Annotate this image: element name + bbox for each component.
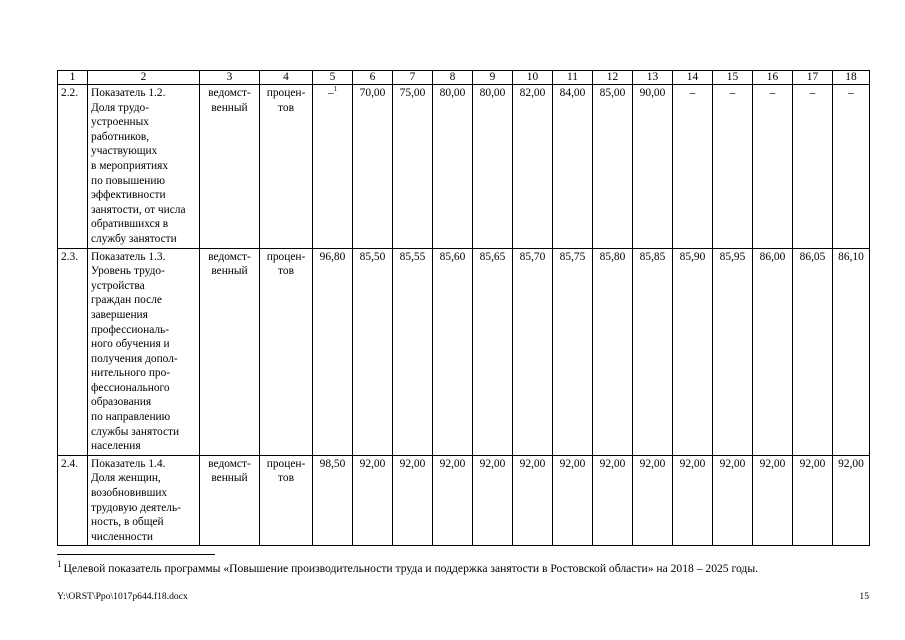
indicator-name-cell-line: обратившихся в: [91, 218, 169, 231]
footnote-mark: 1: [57, 559, 62, 570]
indicator-name-cell-line: по повышению: [91, 174, 165, 187]
table-row: [58, 248, 870, 455]
indicator-name-cell-line: ность, в общей: [91, 516, 164, 529]
header-cell: 12: [593, 71, 633, 85]
table-row: [58, 85, 870, 249]
indicator-name-cell-line: профессиональ-: [91, 323, 170, 336]
value-cell: [713, 455, 753, 546]
value-text: 92,00: [639, 457, 666, 470]
value-cell: [833, 248, 870, 455]
header-cell: 6: [353, 71, 393, 85]
unit-cell-line: процен-: [266, 457, 306, 470]
value-text: 85,80: [599, 250, 626, 263]
indicator-name-cell-line: Уровень трудо-: [91, 265, 165, 278]
header-cell: 11: [553, 71, 593, 85]
value-text: –: [848, 87, 854, 99]
value-cell: [353, 85, 393, 249]
value-text: 92,00: [359, 457, 386, 470]
value-text: 98,50: [319, 457, 346, 470]
value-text: 92,00: [399, 457, 426, 470]
value-text: 82,00: [519, 87, 546, 99]
indicator-name-cell: [88, 248, 200, 455]
indicator-name-cell-line: службу занятости: [91, 232, 177, 245]
value-cell: [393, 248, 433, 455]
unit-cell-line: процен-: [266, 87, 306, 99]
value-cell: [673, 455, 713, 546]
value-text: –: [809, 87, 816, 99]
value-text: 92,00: [759, 457, 786, 470]
value-text: 92,00: [679, 457, 706, 470]
footer-file-path: Y:\ORST\Ppo\1017p644.f18.docx: [57, 591, 188, 602]
header-cell: 18: [833, 71, 870, 85]
indicator-type-cell-line: ведомст-: [208, 250, 251, 263]
value-text: 85,60: [439, 250, 466, 263]
value-cell: [593, 85, 633, 249]
table-body: [58, 71, 870, 546]
indicator-name-cell-line: численности: [91, 530, 153, 543]
footnote: [57, 559, 759, 575]
value-cell: [513, 455, 553, 546]
value-cell: [473, 455, 513, 546]
value-text: 85,65: [479, 250, 506, 263]
value-cell: [313, 85, 353, 249]
value-cell: [633, 248, 673, 455]
value-text: 90,00: [639, 87, 666, 99]
value-cell: [833, 85, 870, 249]
indicator-name-cell-line: завершения: [91, 308, 148, 321]
indicator-name-cell-line: Показатель 1.3.: [91, 250, 166, 263]
indicator-name-cell-line: Показатель 1.2.: [91, 87, 166, 99]
value-text: 80,00: [439, 87, 466, 99]
header-cell: 16: [753, 71, 793, 85]
table-row: [58, 455, 870, 546]
indicator-name-cell-line: ного обучения и: [91, 338, 170, 351]
value-cell: [513, 85, 553, 249]
value-text: 85,70: [519, 250, 546, 263]
indicator-name-cell-line: трудовую деятель-: [91, 501, 181, 514]
value-cell: [753, 248, 793, 455]
value-cell: [473, 85, 513, 249]
unit-cell: [260, 455, 313, 546]
value-text: –: [327, 87, 334, 99]
value-text: –: [769, 87, 776, 99]
value-cell: [633, 85, 673, 249]
header-cell: 15: [713, 71, 753, 85]
value-text: 92,00: [838, 457, 864, 470]
indicator-type-cell: [200, 248, 260, 455]
indicator-name-cell-line: участвующих: [91, 145, 158, 158]
indicators-table: [57, 70, 870, 546]
header-cell: 14: [673, 71, 713, 85]
value-cell: [433, 248, 473, 455]
indicator-name-cell-line: возобновивших: [91, 487, 168, 500]
value-cell: [593, 248, 633, 455]
value-text: 86,10: [838, 250, 864, 263]
value-cell: [433, 455, 473, 546]
indicator-type-cell: [200, 85, 260, 249]
value-cell: [553, 85, 593, 249]
value-cell: [433, 85, 473, 249]
row-number-cell: 2.4.: [58, 455, 88, 546]
unit-cell-line: тов: [278, 472, 294, 485]
value-text: 92,00: [559, 457, 586, 470]
indicator-type-cell-line: венный: [211, 472, 248, 485]
value-cell: [553, 455, 593, 546]
unit-cell-line: тов: [278, 265, 294, 278]
indicator-name-cell-line: Доля трудо-: [91, 101, 150, 114]
value-text: 85,75: [559, 250, 586, 263]
value-text: 84,00: [559, 87, 586, 99]
indicator-type-cell-line: ведомст-: [208, 457, 251, 470]
value-text: 85,50: [359, 250, 386, 263]
header-cell: 7: [393, 71, 433, 85]
value-cell: [713, 85, 753, 249]
value-cell: [473, 248, 513, 455]
value-cell: [353, 455, 393, 546]
header-cell: 8: [433, 71, 473, 85]
indicator-name-cell-line: нительного про-: [91, 367, 171, 380]
value-cell: [673, 85, 713, 249]
indicator-name-cell: [88, 455, 200, 546]
value-cell: [353, 248, 393, 455]
value-cell: [753, 455, 793, 546]
indicator-name-cell-line: Доля женщин,: [91, 472, 161, 485]
indicator-name-cell-line: населения: [91, 440, 141, 453]
value-text: 92,00: [479, 457, 506, 470]
header-cell: 1: [58, 71, 88, 85]
indicator-name-cell: [88, 85, 200, 249]
value-cell: [313, 455, 353, 546]
header-cell: 3: [200, 71, 260, 85]
value-text: 92,00: [519, 457, 546, 470]
unit-cell: [260, 85, 313, 249]
table-header-row: [58, 71, 870, 85]
value-cell: [673, 248, 713, 455]
value-text: 85,95: [719, 250, 746, 263]
unit-cell: [260, 248, 313, 455]
header-cell: 17: [793, 71, 833, 85]
value-text: 70,00: [359, 87, 386, 99]
indicator-type-cell-line: ведомст-: [208, 87, 251, 99]
footnote-text: Целевой показатель программы «Повышение производительности труда и поддержка занятости в Ростовской области» на 2018 – 2025 годы.: [63, 562, 759, 575]
value-text: 92,00: [599, 457, 626, 470]
value-cell: [313, 248, 353, 455]
header-cell: 9: [473, 71, 513, 85]
indicator-name-cell-line: фессионального: [91, 381, 170, 394]
indicator-name-cell-line: эффективности: [91, 189, 166, 202]
indicator-name-cell-line: граждан после: [91, 294, 162, 307]
value-cell: [793, 455, 833, 546]
value-text: 85,90: [679, 250, 706, 263]
footnote-divider: [57, 554, 215, 555]
value-cell: [393, 455, 433, 546]
footnote-reference: 1: [333, 85, 338, 94]
value-cell: [713, 248, 753, 455]
value-text: 92,00: [799, 457, 826, 470]
header-cell: 4: [260, 71, 313, 85]
value-cell: [513, 248, 553, 455]
value-text: 85,55: [399, 250, 426, 263]
value-text: 86,05: [799, 250, 826, 263]
value-text: 92,00: [439, 457, 466, 470]
value-text: 86,00: [759, 250, 786, 263]
unit-cell-line: процен-: [266, 250, 306, 263]
row-number-cell: 2.3.: [58, 248, 88, 455]
footer-page-number: 15: [859, 591, 869, 602]
header-cell: 10: [513, 71, 553, 85]
indicator-type-cell-line: венный: [211, 265, 248, 278]
unit-cell-line: тов: [278, 101, 294, 114]
indicator-name-cell-line: по направлению: [91, 411, 171, 424]
value-cell: [593, 455, 633, 546]
indicator-name-cell-line: работников,: [91, 130, 150, 143]
indicator-name-cell-line: занятости, от числа: [91, 203, 186, 216]
value-text: 75,00: [399, 87, 426, 99]
header-cell: 2: [88, 71, 200, 85]
header-cell: 13: [633, 71, 673, 85]
indicator-name-cell-line: службы занятости: [91, 425, 180, 438]
value-text: 85,85: [639, 250, 666, 263]
indicator-name-cell-line: устройства: [91, 279, 145, 292]
row-number-cell: 2.2.: [58, 85, 88, 249]
indicator-type-cell-line: венный: [211, 101, 248, 114]
value-text: 85,00: [599, 87, 626, 99]
value-text: –: [689, 87, 696, 99]
indicator-name-cell-line: образования: [91, 396, 152, 409]
value-text: 96,80: [319, 250, 346, 263]
indicator-name-cell-line: Показатель 1.4.: [91, 457, 166, 470]
value-text: 92,00: [719, 457, 746, 470]
value-cell: [793, 248, 833, 455]
value-text: –: [729, 87, 736, 99]
value-cell: [553, 248, 593, 455]
header-cell: 5: [313, 71, 353, 85]
value-cell: [633, 455, 673, 546]
value-text: 80,00: [479, 87, 506, 99]
indicator-type-cell: [200, 455, 260, 546]
indicator-name-cell-line: получения допол-: [91, 352, 178, 365]
indicator-name-cell-line: устроенных: [91, 116, 149, 129]
value-cell: [753, 85, 793, 249]
indicator-name-cell-line: в мероприятиях: [91, 159, 169, 172]
value-cell: [793, 85, 833, 249]
value-cell: [833, 455, 870, 546]
value-cell: [393, 85, 433, 249]
